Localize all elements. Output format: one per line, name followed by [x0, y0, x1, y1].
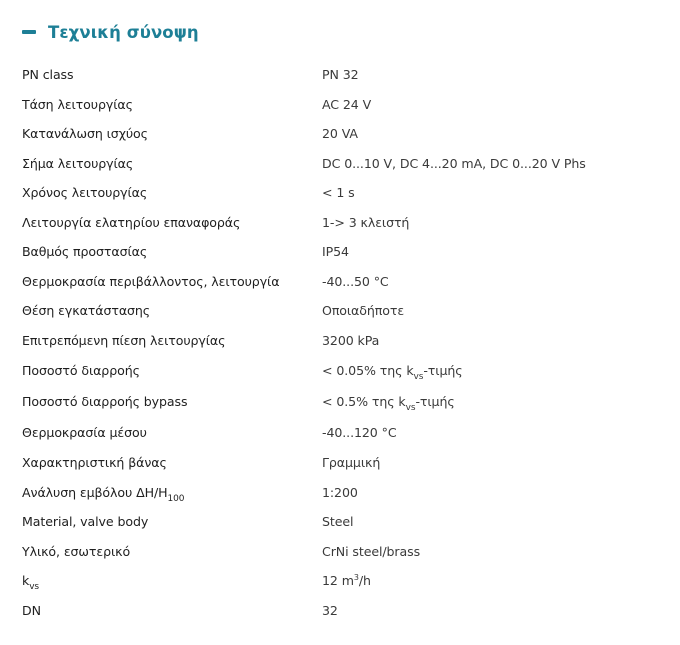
spec-value — [322, 566, 662, 596]
spec-row — [22, 326, 662, 356]
spec-label: Ποσοστό διαρροής bypass — [22, 394, 188, 409]
spec-value: 32 — [322, 602, 338, 618]
label-subscript: vs — [29, 582, 40, 593]
spec-label — [22, 566, 322, 596]
spec-row — [22, 537, 662, 567]
value-text: /h — [358, 573, 371, 589]
spec-row — [22, 566, 662, 596]
value-text: -τιμής — [423, 363, 463, 378]
spec-value: Γραμμική — [322, 455, 381, 471]
spec-row — [22, 507, 662, 537]
spec-value: < 1 s — [322, 185, 355, 201]
spec-value: PN 32 — [322, 67, 359, 83]
spec-row — [22, 119, 662, 149]
spec-row — [22, 237, 662, 267]
spec-value: 1-> 3 κλειστή — [322, 214, 410, 230]
label-text: Ανάλυση εμβόλου ΔΗ/Η — [22, 484, 168, 500]
value-subscript: vs — [413, 372, 424, 382]
spec-value: -40...50 °C — [322, 273, 389, 289]
spec-value: 20 VA — [322, 126, 358, 142]
spec-label: Επιτρεπόμενη πίεση λειτουργίας — [22, 332, 226, 348]
spec-value — [322, 386, 662, 417]
spec-value: Οποιαδήποτε — [322, 303, 405, 319]
spec-label — [22, 478, 322, 508]
spec-label: Material, valve body — [22, 514, 149, 530]
label-text: k — [22, 573, 30, 589]
value-text: < 0.5% της k — [322, 394, 406, 409]
spec-label: Υλικό, εσωτερικό — [22, 543, 131, 559]
spec-value: -40...120 °C — [322, 425, 397, 440]
value-text: < 0.05% της k — [322, 363, 414, 378]
spec-value: AC 24 V — [322, 96, 372, 112]
spec-label: Θέση εγκατάστασης — [22, 303, 151, 319]
spec-label: DN — [22, 602, 41, 618]
spec-row — [22, 178, 662, 208]
spec-label: Βαθμός προστασίας — [22, 244, 148, 260]
spec-row — [22, 208, 662, 238]
spec-row — [22, 149, 662, 179]
spec-value: CrNi steel/brass — [322, 543, 421, 559]
value-text: 12 m — [322, 573, 354, 589]
value-text: -τιμής — [415, 394, 455, 409]
spec-value: Steel — [322, 514, 354, 530]
label-subscript: 100 — [167, 493, 185, 504]
spec-row — [22, 478, 662, 508]
spec-label: Χρόνος λειτουργίας — [22, 185, 148, 201]
spec-row — [22, 417, 662, 448]
spec-label: Σήμα λειτουργίας — [22, 155, 134, 171]
spec-label: Λειτουργία ελατηρίου επαναφοράς — [22, 214, 241, 230]
section-header-technical-summary[interactable] — [22, 18, 199, 46]
spec-row — [22, 355, 662, 386]
spec-label: Χαρακτηριστική βάνας — [22, 455, 167, 471]
spec-row — [22, 596, 662, 626]
spec-value — [322, 355, 662, 386]
spec-label: Ποσοστό διαρροής — [22, 363, 140, 378]
value-subscript: vs — [405, 403, 416, 413]
section-title: Τεχνική σύνοψη — [48, 22, 199, 42]
spec-label: PN class — [22, 67, 74, 83]
spec-label: Θερμοκρασία μέσου — [22, 425, 147, 440]
spec-row — [22, 386, 662, 417]
spec-table — [22, 60, 662, 625]
value-superscript: 3 — [353, 573, 359, 583]
spec-label: Κατανάλωση ισχύος — [22, 126, 148, 142]
spec-row — [22, 448, 662, 478]
minus-icon[interactable] — [22, 30, 36, 34]
spec-label: Τάση λειτουργίας — [22, 96, 133, 112]
spec-value: DC 0...10 V, DC 4...20 mA, DC 0...20 V Phs — [322, 155, 586, 171]
spec-row — [22, 267, 662, 297]
spec-row — [22, 296, 662, 326]
spec-value: IP54 — [322, 244, 349, 260]
spec-label: Θερμοκρασία περιβάλλοντος, λειτουργία — [22, 273, 280, 289]
spec-value: 3200 kPa — [322, 332, 380, 348]
spec-row — [22, 60, 662, 90]
spec-row — [22, 90, 662, 120]
spec-value: 1:200 — [322, 484, 358, 500]
